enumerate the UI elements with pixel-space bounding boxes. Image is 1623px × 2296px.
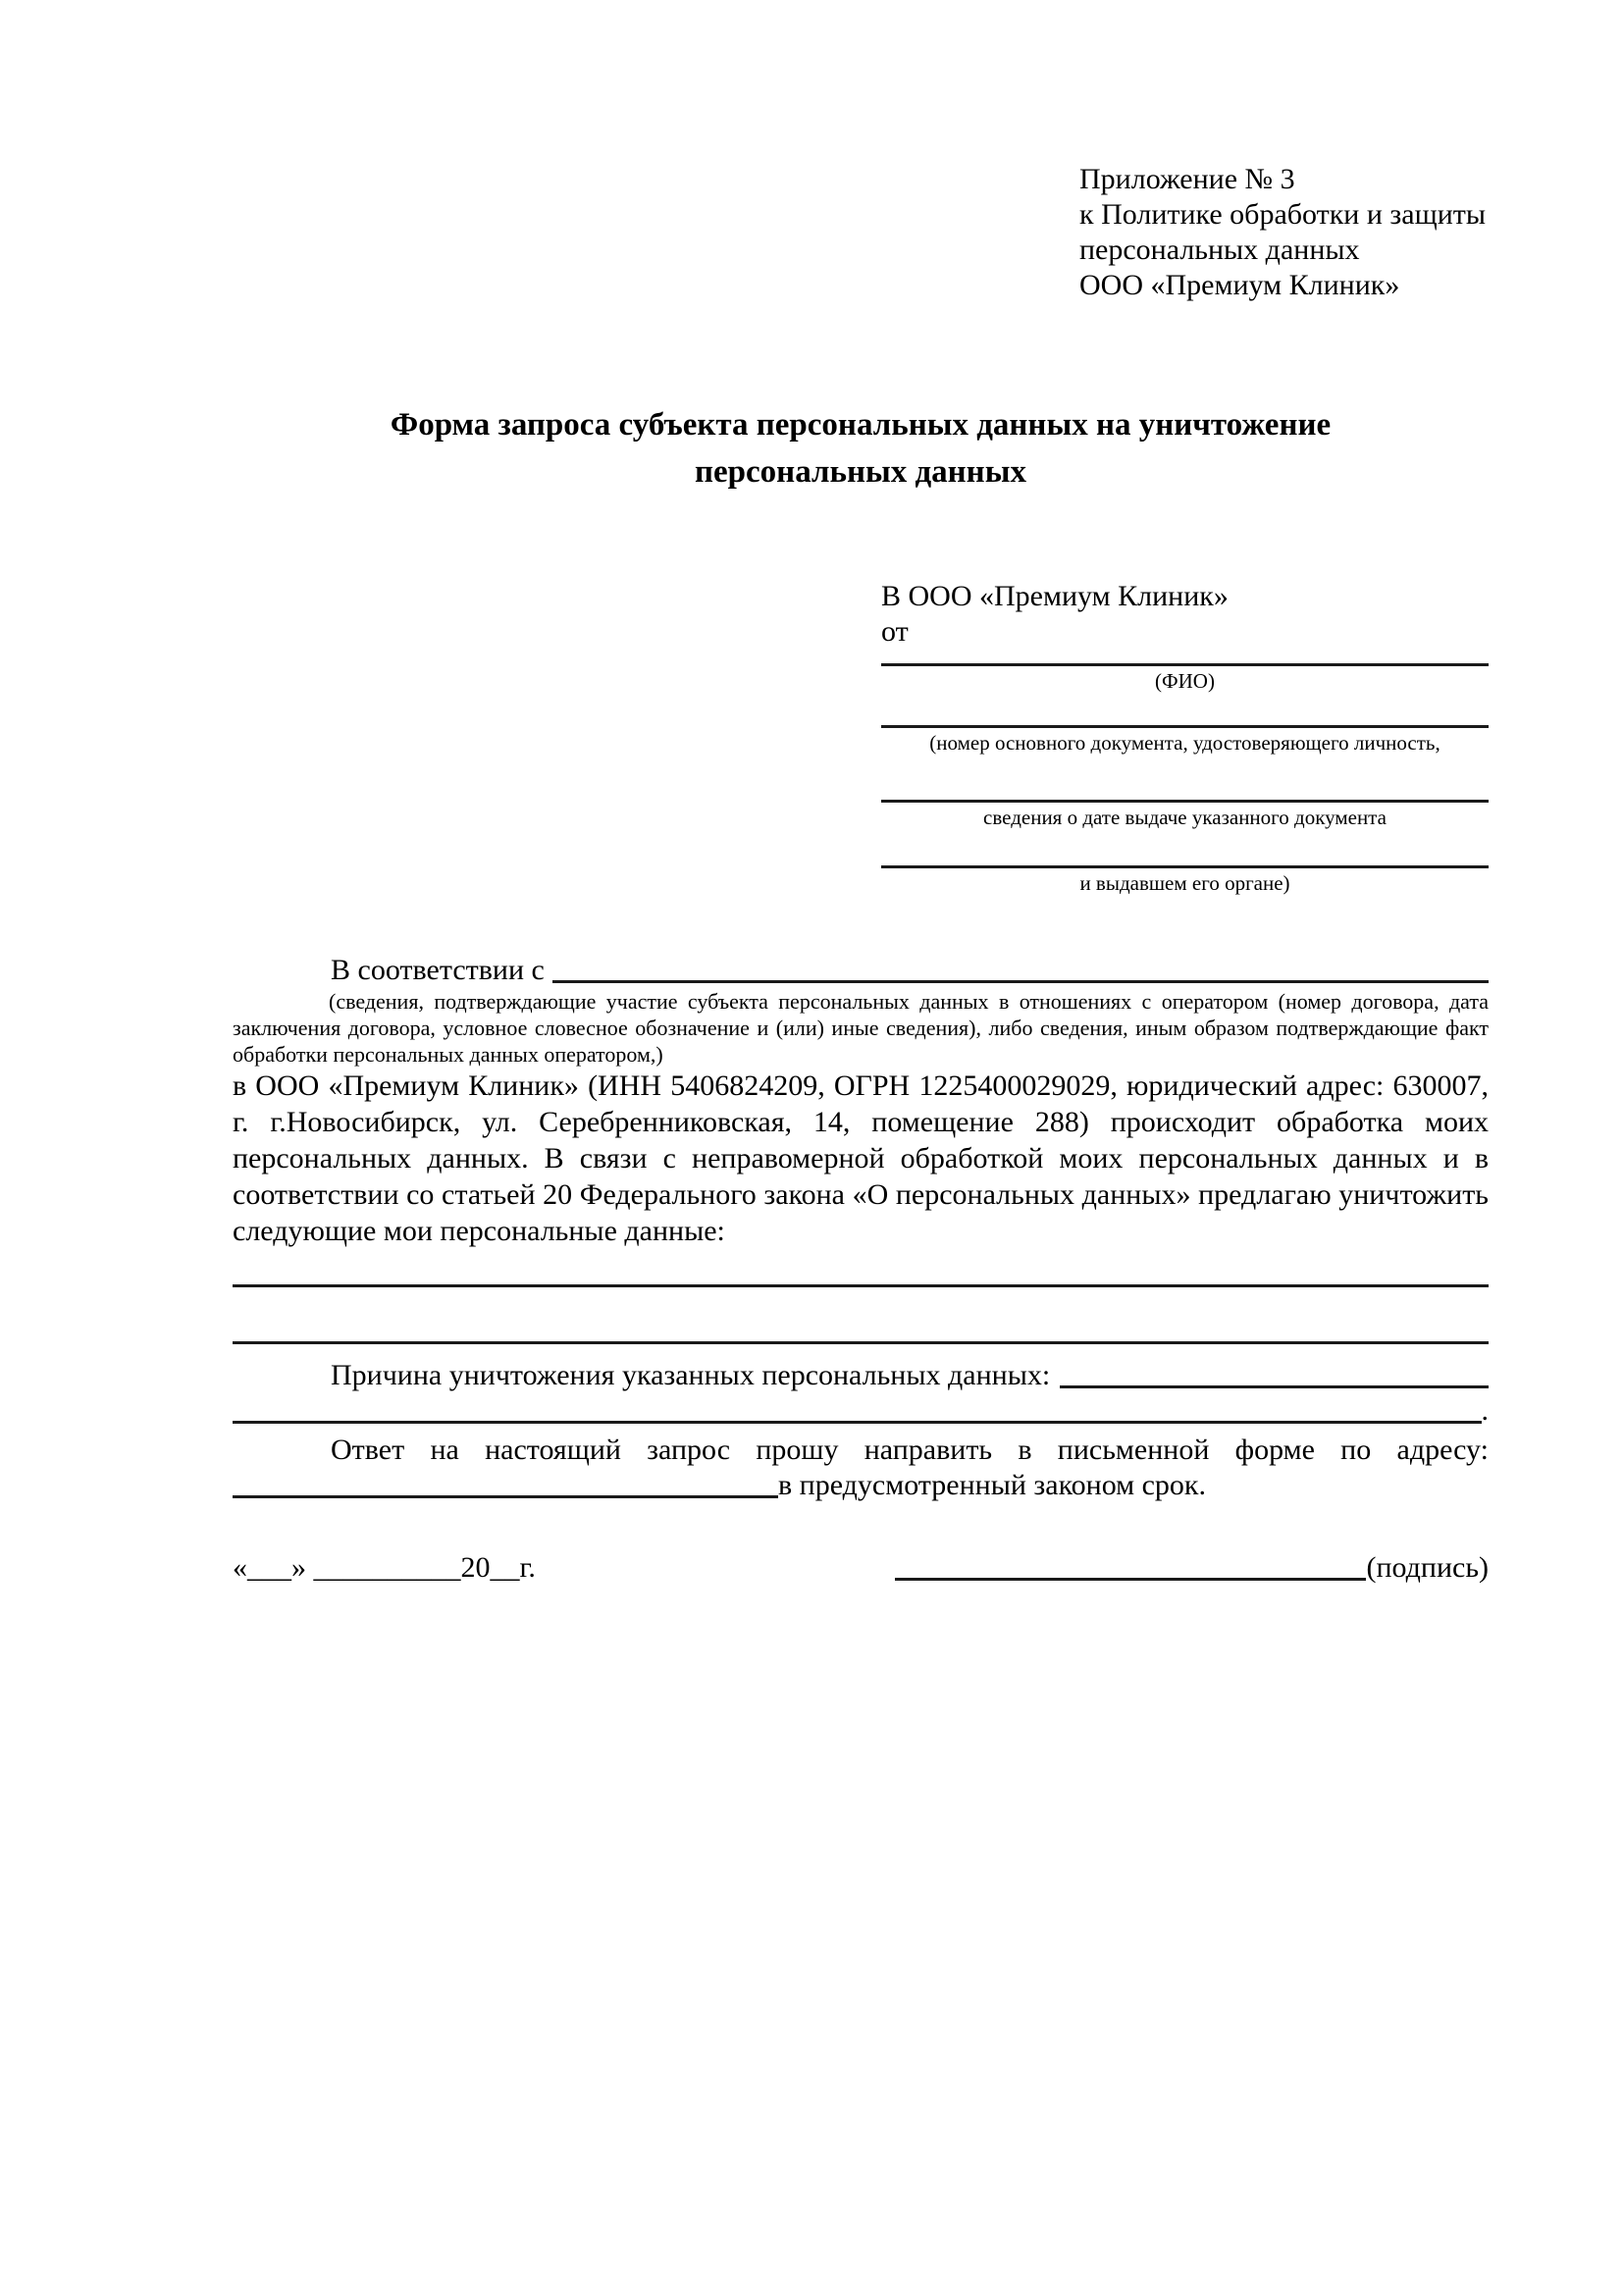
accordance-row [233,953,1489,988]
issue-date-caption: сведения о дате выдаче указанного документа [983,806,1387,829]
addressee-block [881,579,1489,896]
reason-line-terminator: . [1481,1394,1489,1427]
accordance-prefix: В соответствии с [331,954,545,986]
appendix-line: персональных данных [1079,234,1360,266]
reason-continuation-row [233,1393,1489,1429]
accordance-note: (сведения, подтверждающие участие субъекта персональных данных в отношениях с оператором (номер договора, дата заключения договора, условное словесное обозначение и (или) иные сведения), либо сведения, иным образом подтверждающие факт обработки персональных данных оператором,) [233,989,1489,1067]
personal-data-input-line-2[interactable] [233,1341,1489,1344]
addressee-from-label: от [881,615,909,648]
reason-input-line[interactable] [1060,1385,1489,1388]
appendix-header [1079,162,1489,303]
form-title: Форма запроса субъекта персональных данных на уничтожение персональных данных [390,407,1332,490]
footer-row [233,1550,1489,1586]
addressee-to: В ООО «Премиум Клиник» [881,580,1229,612]
appendix-line: ООО «Премиум Клиник» [1079,269,1400,301]
document-number-caption: (номер основного документа, удостоверяющего личность, [929,731,1440,755]
answer-tail-row [233,1468,1489,1503]
fio-input-line[interactable] [881,663,1489,666]
answer-tail: в предусмотренный законом срок. [778,1469,1206,1501]
appendix-line: Приложение № 3 [1079,163,1295,195]
reason-input-line-2[interactable] [233,1421,1482,1424]
appendix-line: к Политике обработки и защиты [1079,198,1487,231]
answer-sentence: Ответ на настоящий запрос прошу направить в письменной форме по адресу: [331,1434,1489,1466]
date-field[interactable]: «___» __________20__г. [233,1551,536,1584]
signature-group [895,1550,1489,1586]
reason-row [233,1358,1489,1393]
accordance-input-line[interactable] [552,980,1489,983]
reason-label: Причина уничтожения указанных персональных данных: [331,1359,1051,1391]
main-paragraph: в ООО «Премиум Клиник» (ИНН 5406824209, ОГРН 1225400029029, юридический адрес: 630007, г. г.Новосибирск, ул. Серебренниковская, 14, помещение 288) происходит обработка моих персональных данных. В связи с неправомерной обработкой моих персональных данных и в соответствии со статьей 20 Федерального закона «О персональных данных» предлагаю уничтожить следующие мои персональные данные: [233,1070,1489,1247]
signature-input-line[interactable] [895,1578,1366,1581]
fio-caption: (ФИО) [1155,669,1215,693]
personal-data-input-line-1[interactable] [233,1284,1489,1287]
address-input-line[interactable] [233,1495,778,1498]
issuing-authority-input-line[interactable] [881,865,1489,868]
issue-date-input-line[interactable] [881,800,1489,803]
signature-caption: (подпись) [1366,1551,1489,1584]
issuing-authority-caption: и выдавшем его органе) [1079,871,1290,895]
document-number-input-line[interactable] [881,725,1489,728]
